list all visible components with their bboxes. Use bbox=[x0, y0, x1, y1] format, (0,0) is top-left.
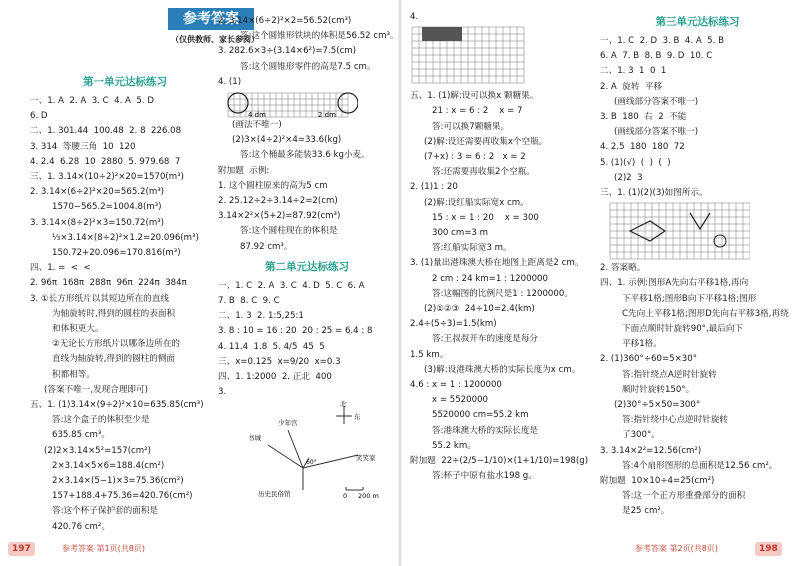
answer-line: 3. 282.6×3÷(3.14×6²)=7.5(cm) bbox=[218, 46, 357, 57]
answer-line: (画线部分答案不唯一) bbox=[614, 96, 699, 107]
answer-line: 答:这个杯子保护套的面积是 bbox=[52, 506, 159, 517]
answer-line: 87.92 cm³。 bbox=[240, 241, 293, 252]
page-title: 参考答案 bbox=[168, 8, 254, 30]
answer-line: 五、1. (1)3.14×(9÷2)²×10=635.85(cm³) bbox=[30, 400, 204, 411]
answer-line: (2)①②③ 24÷10=2.4(km) bbox=[424, 304, 535, 315]
answer-line: 答:这个圆锥形零件的高是7.5 cm。 bbox=[240, 61, 376, 72]
answer-line: 3. ①长方形纸片以其短边所在的直线 bbox=[30, 293, 169, 304]
answer-line: 答:这个桶最多能装33.6 kg小麦。 bbox=[240, 150, 370, 161]
svg-text:0: 0 bbox=[343, 492, 348, 501]
answer-line: 150.72+20.096=170.816(m³) bbox=[52, 248, 181, 259]
answer-line: 3. 3.14×(8÷2)²×3=150.72(m³) bbox=[30, 217, 165, 228]
answer-line: 四、1. 1:2000 2. 正北 400 bbox=[218, 372, 332, 383]
answer-line: (2)解:设红船实际宽x cm。 bbox=[424, 197, 529, 208]
svg-text:200 m: 200 m bbox=[358, 492, 379, 501]
answer-line: 答:港珠澳大桥的实际长度是 bbox=[432, 425, 539, 436]
svg-text:少年宫: 少年宫 bbox=[278, 419, 298, 428]
unit3-header: 第三单元达标练习 bbox=[655, 16, 740, 28]
answer-line: 答:王叔叔开车的速度是每分 bbox=[432, 334, 539, 345]
answer-line: ②无论长方形纸片以哪条边所在的 bbox=[52, 339, 181, 350]
q4-label: 4. bbox=[410, 12, 419, 22]
answer-line: 一、1. C 2. D 3. B 4. A 5. B bbox=[600, 36, 724, 46]
answer-line: (2)2 3 bbox=[614, 172, 643, 183]
unit1-answers bbox=[30, 94, 220, 535]
answer-line: 5520000 cm=55.2 km bbox=[432, 410, 529, 421]
answer-line: 3. (1)量出港珠澳大桥在地图上距离是2 cm。 bbox=[410, 258, 584, 269]
unit2-header: 第二单元达标练习 bbox=[265, 260, 349, 273]
answer-line: 4. 2.4 6.28 10 2880 5. 979.68 7 bbox=[30, 156, 181, 167]
answer-line: 2.4÷(5÷3)=1.5(km) bbox=[410, 319, 497, 330]
answer-line: 答:这个圆柱现在的体积是 bbox=[240, 226, 338, 237]
unit1-answers-cont bbox=[218, 14, 399, 90]
answer-line: 7. B 8. C 9. C bbox=[218, 296, 280, 307]
answer-line: 附加题 示例: bbox=[218, 165, 270, 176]
unit2-answers-cont bbox=[410, 89, 600, 484]
answer-line: 3. B 180 右 2 不能 bbox=[600, 112, 687, 123]
answer-line: (2)2×3.14×5²=157(cm²) bbox=[44, 445, 151, 456]
answer-line: (2)30°÷5×50=300° bbox=[614, 400, 701, 411]
answer-line: 15 : x = 1 : 20 x = 300 bbox=[432, 212, 539, 223]
answer-line: 2 cm : 24 km=1 : 1200000 bbox=[432, 273, 548, 284]
answer-line: C先向上平移1格;图形D先向右平移3格,再绕 bbox=[622, 308, 789, 319]
answer-line: 2. (1)360°÷60=5×30° bbox=[600, 354, 698, 365]
transform-figure bbox=[600, 201, 750, 261]
page-subtitle: （仅供教师、家长参阅） bbox=[171, 35, 259, 44]
map-diagram bbox=[218, 400, 388, 500]
answer-line: 是25 cm²。 bbox=[622, 506, 670, 517]
answer-line: 6. D bbox=[30, 111, 48, 122]
unit3-answers bbox=[600, 34, 795, 201]
answer-line: 积都相等。 bbox=[52, 369, 95, 380]
answer-line: 157+188.4+75.36=420.76(cm²) bbox=[52, 491, 193, 502]
answer-line: 四、1. 示例:图形A先向右平移1格,再向 bbox=[600, 278, 749, 289]
answer-line: 2. 答案略。 bbox=[600, 263, 646, 274]
answer-line: 3. 8 : 10 = 16 : 20 20 : 25 = 6.4 : 8 bbox=[218, 326, 373, 337]
answer-line: 下面点顺时针旋转90°,最后向下 bbox=[622, 324, 744, 335]
right-page bbox=[400, 0, 800, 566]
svg-text:历史民俗馆: 历史民俗馆 bbox=[258, 490, 291, 499]
answer-line: 一、1. C 2. A 3. C 4. D 5. C 6. A bbox=[218, 280, 365, 291]
answer-line: 2. 25.12÷2÷3.14÷2=2(cm) bbox=[218, 196, 338, 207]
page-number-right: 198 bbox=[755, 542, 782, 556]
answer-line: (2)解:设还需要再收集x个空瓶。 bbox=[424, 136, 548, 147]
footer-right: 参考答案 第2页(共8页) bbox=[635, 544, 718, 553]
answer-line: 下平移1格;图形B向下平移1格;图形 bbox=[622, 293, 757, 304]
answer-line: 635.85 cm³。 bbox=[52, 430, 110, 441]
answer-line: 1. 这个圆柱原来的高为5 cm bbox=[218, 180, 328, 191]
svg-text:2 dm: 2 dm bbox=[318, 111, 336, 119]
answer-line: (3)解:设港珠澳大桥的实际长度为x cm。 bbox=[424, 364, 581, 375]
answer-line: 2. (1)1 : 20 bbox=[410, 182, 458, 193]
answer-line: 3.14×2²×(5+2)=87.92(cm³) bbox=[218, 211, 341, 222]
answer-line: 平移1格。 bbox=[622, 339, 662, 350]
answer-line: 附加题 10×10÷4=25(cm²) bbox=[600, 476, 715, 487]
answer-line: (画线部分答案不唯一) bbox=[614, 127, 699, 138]
answer-line: 21 : x = 6 : 2 x = 7 bbox=[432, 106, 523, 117]
answer-line: 答:还需要再收集2个空瓶。 bbox=[432, 167, 535, 178]
svg-text:4 dm: 4 dm bbox=[248, 111, 266, 119]
answer-line: 为轴旋转时,得到的圆柱的表面积 bbox=[52, 308, 176, 319]
unit1-answers-cont2 bbox=[218, 118, 396, 255]
answer-line: 1.5 km。 bbox=[410, 349, 449, 360]
answer-line: 了300°。 bbox=[622, 430, 660, 441]
answer-line: 答:指针绕点A逆时针旋转 bbox=[622, 369, 717, 380]
column-1 bbox=[30, 70, 220, 535]
answer-line: 答:这幅图的比例尺是1 : 1200000。 bbox=[432, 288, 573, 299]
answer-line: 四、1. = < < bbox=[30, 263, 91, 274]
answer-line: 2×3.14×5×6=188.4(cm²) bbox=[52, 460, 165, 471]
answer-line: 五、1. (1)解:设可以换x 颗糖果。 bbox=[410, 91, 539, 102]
answer-line: 直线为轴旋转,得到的圆柱的侧面 bbox=[52, 354, 176, 365]
answer-line: 4. (1) bbox=[218, 76, 242, 87]
cylinder-figure bbox=[218, 90, 358, 118]
answer-line: 1570−565.2=1004.8(m³) bbox=[52, 202, 162, 213]
answer-line: 300 cm=3 m bbox=[432, 228, 489, 239]
svg-text:东: 东 bbox=[354, 413, 361, 422]
answer-line: 2. 3.14×(6÷2)²×20=565.2(m³) bbox=[30, 187, 165, 198]
answer-line: 顺时针旋转150°。 bbox=[622, 384, 695, 395]
answer-line: 和体积更大。 bbox=[52, 324, 104, 335]
answer-line: (7+x) : 3 = 6 : 2 x = 2 bbox=[424, 152, 526, 163]
column-3 bbox=[410, 10, 600, 484]
column-4 bbox=[600, 10, 795, 520]
answer-line: 二、1. 3 2. 1:5,25:1 bbox=[218, 311, 304, 322]
answer-line: 4.6 : x = 1 : 1200000 bbox=[410, 380, 502, 391]
answer-line: 一、1. A 2. A 3. C 4. A 5. D bbox=[30, 96, 154, 106]
unit1-header: 第一单元达标练习 bbox=[83, 76, 167, 88]
answer-line: (2)3×(4÷2)²×4=33.6(kg) bbox=[232, 135, 342, 146]
answer-line: 三、1. (1)(2)(3)如图所示。 bbox=[600, 188, 708, 199]
unit3-answers-cont bbox=[600, 261, 795, 519]
svg-text:书城: 书城 bbox=[248, 434, 261, 443]
answer-line: 三、1. 3.14×(10÷2)²×20=1570(m³) bbox=[30, 172, 184, 183]
footer-left: 参考答案 第1页(共8页) bbox=[62, 544, 145, 553]
answer-line: 答:这个盒子的体积至少是 bbox=[52, 415, 150, 426]
answer-line: 答:可以换7颗糖果。 bbox=[432, 121, 510, 132]
answer-line: 2. 3.14×(6÷2)²×2=56.52(cm³) bbox=[218, 16, 352, 26]
answer-line: 420.76 cm²。 bbox=[52, 521, 110, 532]
answer-line: 55.2 km。 bbox=[432, 440, 476, 451]
answer-line: 2. 96π 168π 288π 96π 224π 384π bbox=[30, 278, 187, 289]
column-2 bbox=[218, 14, 399, 501]
answer-line: 附加题 22÷(2/5−1/10)×(1+1/10)=198(g) bbox=[410, 456, 589, 467]
answer-line: 答:指针绕中心点逆时针旋转 bbox=[622, 415, 729, 426]
answer-line: 答:这个圆锥形铁块的体积是56.52 cm³。 bbox=[240, 31, 399, 42]
answer-line: 3. bbox=[218, 387, 227, 398]
svg-text:笑笑家: 笑笑家 bbox=[356, 454, 376, 463]
answer-line: 二、1. 3 1 0 1 bbox=[600, 66, 667, 77]
answer-line: ⅓×3.14×(8÷2)²×1.2=20.096(m³) bbox=[52, 232, 199, 243]
svg-text:北: 北 bbox=[340, 400, 347, 409]
answer-line: x = 5520000 bbox=[432, 395, 489, 406]
answer-line: 5. (1)(√) ( ) ( ) bbox=[600, 157, 671, 168]
unit2-answers bbox=[218, 279, 396, 401]
page-number-left: 197 bbox=[8, 542, 35, 556]
answer-line: 二、1. 301.44 100.48 2. 8 226.08 bbox=[30, 126, 182, 137]
answer-line: 答:这一个正方形重叠部分的面积 bbox=[622, 491, 746, 502]
answer-line: 3. 314 等腰三角 10 120 bbox=[30, 141, 136, 152]
answer-line: 答:杯子中原有盐水198 g。 bbox=[432, 471, 537, 482]
answer-line: (画法不唯一) bbox=[232, 120, 282, 131]
answer-line: 4. 11.4 1.8 5. 4/5 45 5 bbox=[218, 341, 325, 352]
grid-figure bbox=[410, 25, 530, 89]
svg-text:60°: 60° bbox=[306, 459, 317, 467]
answer-line: (答案不唯一,发现合理即可) bbox=[44, 384, 148, 395]
answer-line: 2×3.14×(5−1)×3=75.36(cm²) bbox=[52, 476, 184, 487]
answer-line: 2. A 旋转 平移 bbox=[600, 81, 663, 92]
answer-line: 6. A 7. B 8. B 9. D 10. C bbox=[600, 51, 713, 62]
answer-line: 答:4个扇形图形的总面积是12.56 cm²。 bbox=[622, 460, 778, 471]
answer-line: 答:红船实际宽3 m。 bbox=[432, 243, 512, 254]
answer-line: 3. 3.14×2²=12.56(cm²) bbox=[600, 445, 702, 456]
answer-line: 三、x=0.125 x=9/20 x=0.3 bbox=[218, 356, 341, 367]
answer-line: 4. 2.5 180 180 72 bbox=[600, 142, 685, 153]
